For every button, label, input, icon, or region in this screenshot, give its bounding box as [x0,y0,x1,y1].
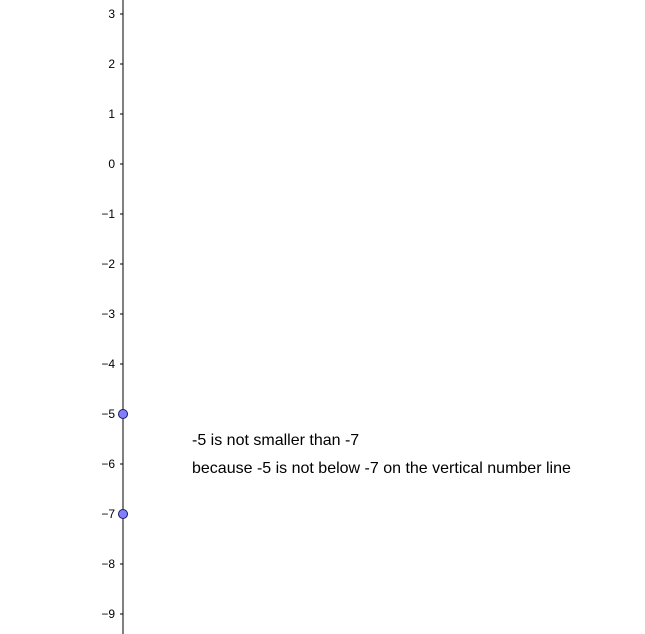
tick-label: −8 [101,557,115,571]
tick-label: −4 [101,357,115,371]
tick-group [101,7,123,621]
point-minus-7[interactable] [119,510,128,519]
tick-label: −3 [101,307,115,321]
tick-label: −6 [101,457,115,471]
caption-line-1: -5 is not smaller than -7 [192,432,360,449]
point-minus-5[interactable] [119,410,128,419]
caption-line-2: because -5 is not below -7 on the vertical number line [192,460,571,477]
tick-label: −2 [101,257,115,271]
tick-label: −1 [101,207,115,221]
tick-label: −5 [101,407,115,421]
tick-label: −9 [101,607,115,621]
tick-label: −7 [101,507,115,521]
tick-label: 2 [108,57,115,71]
tick-label: 1 [108,107,115,121]
tick-label: 0 [108,157,115,171]
tick-label: 3 [108,7,115,21]
